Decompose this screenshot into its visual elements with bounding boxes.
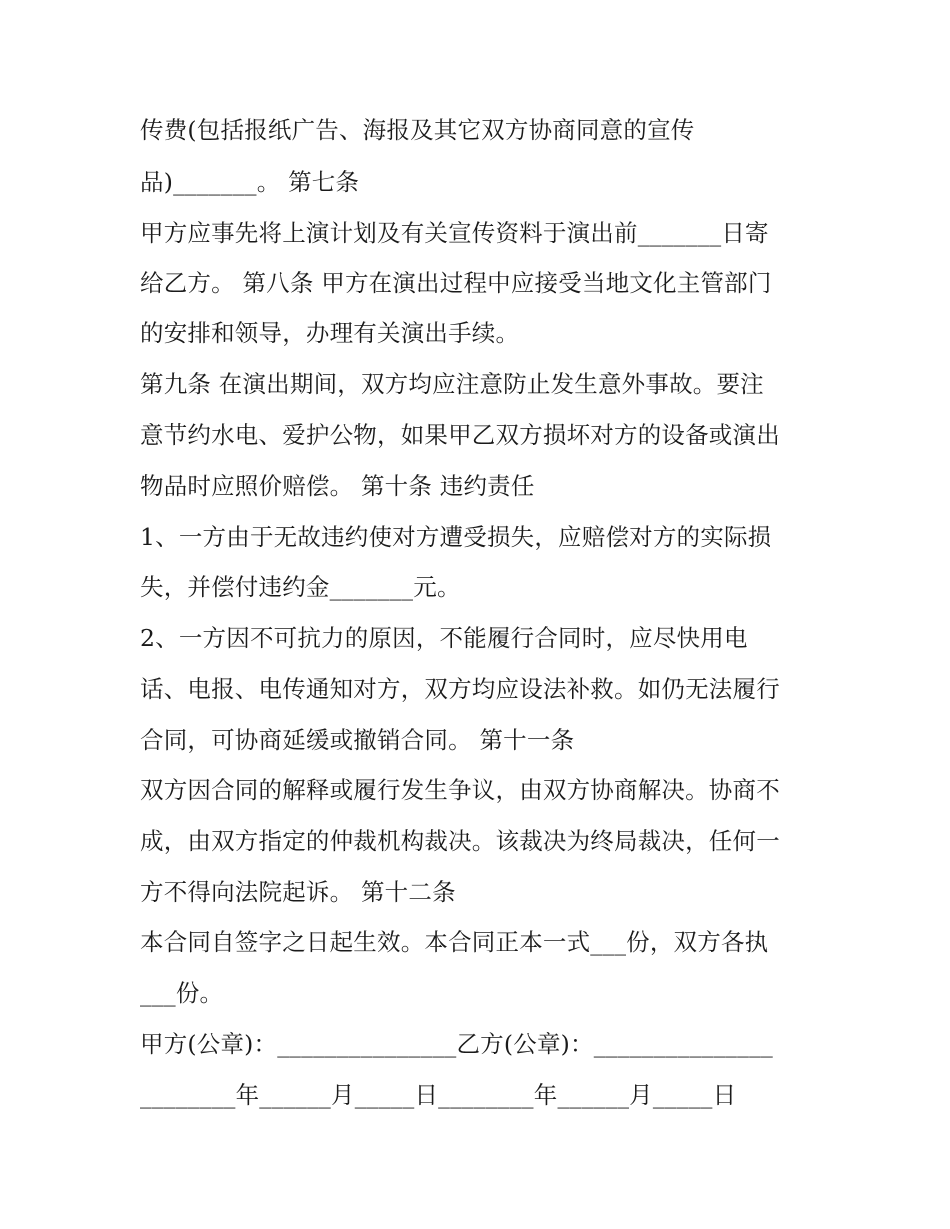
- text-line: ___份。: [140, 979, 224, 1007]
- signature-parties-line: 甲方(公章)：_______________乙方(公章)：_______________: [140, 1030, 773, 1058]
- text-line: 合同，可协商延缓或撤销合同。 第十一条: [140, 726, 575, 754]
- signature-date-line: ________年______月_____日________年______月_____日: [140, 1081, 737, 1109]
- text-line: 甲方应事先将上演计划及有关宣传资料于演出前_______日寄: [140, 219, 769, 247]
- text-line: 的安排和领导，办理有关演出手续。: [140, 319, 520, 347]
- text-line: 方不得向法院起诉。 第十二条: [140, 878, 456, 906]
- text-line: 品)_______。 第七条: [140, 168, 360, 196]
- text-line: 本合同自签字之日起生效。本合同正本一式___份，双方各执: [140, 928, 769, 956]
- text-line: 传费(包括报纸广告、海报及其它双方协商同意的宣传: [140, 116, 695, 144]
- text-line: 意节约水电、爱护公物，如果甲乙双方损坏对方的设备或演出: [140, 421, 780, 449]
- text-line: 第九条 在演出期间，双方均应注意防止发生意外事故。要注: [140, 370, 764, 398]
- text-line: 给乙方。 第八条 甲方在演出过程中应接受当地文化主管部门: [140, 269, 772, 297]
- text-line: 物品时应照价赔偿。 第十条 违约责任: [140, 472, 535, 500]
- text-line: 成，由双方指定的仲裁机构裁决。该裁决为终局裁决，任何一: [140, 827, 780, 855]
- text-line: 1、一方由于无故违约使对方遭受损失，应赔偿对方的实际损: [140, 523, 772, 551]
- text-line: 话、电报、电传通知对方，双方均应设法补救。如仍无法履行: [140, 675, 780, 703]
- text-line: 2、一方因不可抗力的原因，不能履行合同时，应尽快用电: [140, 624, 748, 652]
- text-line: 失，并偿付违约金_______元。: [140, 573, 461, 601]
- text-line: 双方因合同的解释或履行发生争议，由双方协商解决。协商不: [140, 776, 780, 804]
